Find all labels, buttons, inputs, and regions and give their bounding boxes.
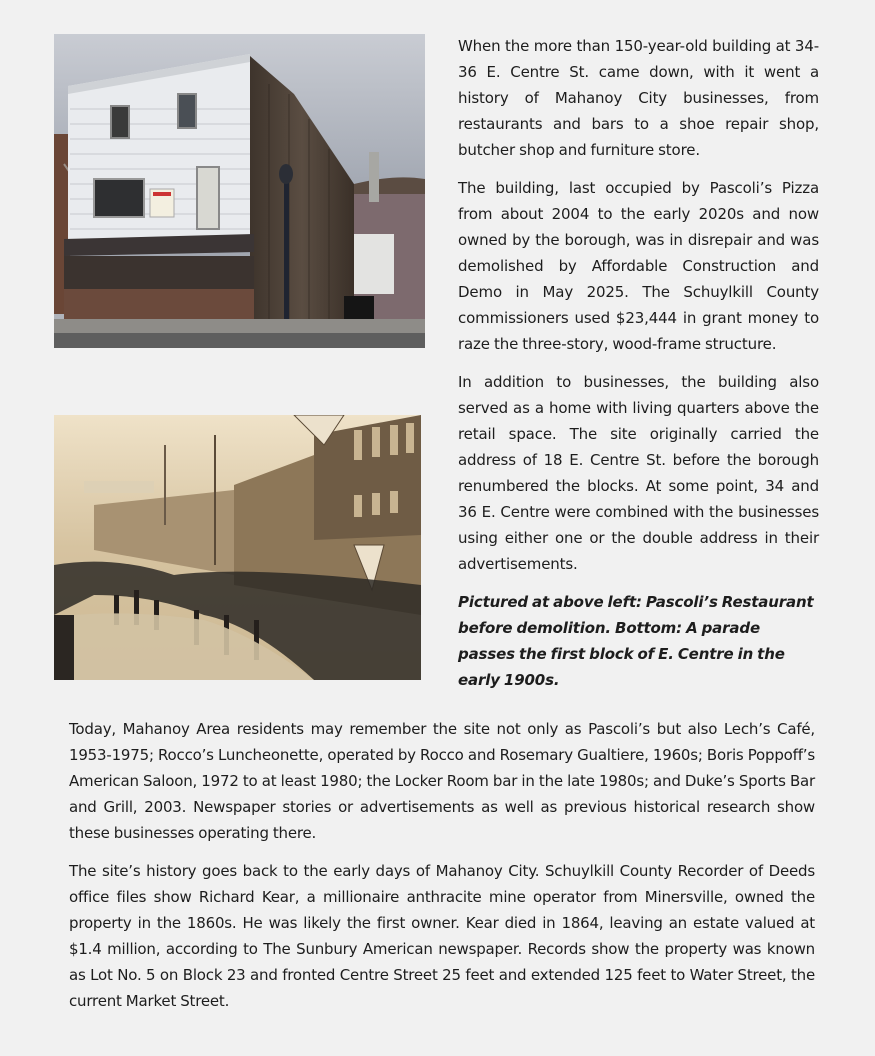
photo-caption: Pictured at above left: Pascoli’s Restaurant before demolition. Bottom: A parade passes the first block of E. Centre in the early 1900s.: [458, 593, 814, 689]
leonards-banner: [84, 481, 154, 493]
paragraph-history: The site’s history goes back to the early days of Mahanoy City. Schuylkill County Recorder of Deeds office files show Richard Kear, a millionaire anthracite mine operator from Minersville, owned the property in the 1860s. He was likely the first owner. Kear died in 1864, leaving an estate valued at $1.4 million, according to The Sunbury American newspaper. Records show the property was known as Lot No. 5 on Block 23 and fronted Centre Street 25 feet and extended 125 feet to Water Street, the current Market Street.: [69, 862, 815, 1010]
lamp-post: [284, 179, 289, 329]
paragraph-intro: When the more than 150-year-old building at 34-36 E. Centre St. came down, with it went a history of Mahanoy City businesses, from restaurants and bars to a shoe repair shop, butcher shop and furniture store.: [458, 37, 819, 159]
building-illustration: [54, 34, 425, 348]
paragraph-businesses: Today, Mahanoy Area residents may remember the site not only as Pascoli’s but also Lech’s Café, 1953-1975; Rocco’s Luncheonette, operated by Rocco and Rosemary Gualtiere, 1960s; Boris Poppoff’s American Saloon, 1972 to at least 1980; the Locker Room bar in the late 1980s; and Duke’s Sports Bar and Grill, 2003. Newspaper stories or advertisements as well as previous historical research show these businesses operating there.: [69, 720, 815, 842]
photo-vintage-parade: [54, 415, 421, 680]
right-column-text: [458, 33, 819, 705]
bottom-text: [69, 716, 815, 1026]
paragraph-demolition: The building, last occupied by Pascoli’s Pizza from about 2004 to the early 2020s and now owned by the borough, was in disrepair and was demolished by Affordable Construction and Demo in May 2025. The Schuylkill County commissioners used $23,444 in grant money to raze the three-story, wood-frame structure.: [458, 179, 819, 353]
photo-pascolis-building: [54, 34, 425, 348]
paragraph-residence: In addition to businesses, the building also served as a home with living quarters above the retail space. The site originally carried the address of 18 E. Centre St. before the borough renumbered the blocks. At some point, 34 and 36 E. Centre were combined with the businesses using either one or the double address in their advertisements.: [458, 373, 819, 573]
parade-illustration: [54, 415, 421, 680]
